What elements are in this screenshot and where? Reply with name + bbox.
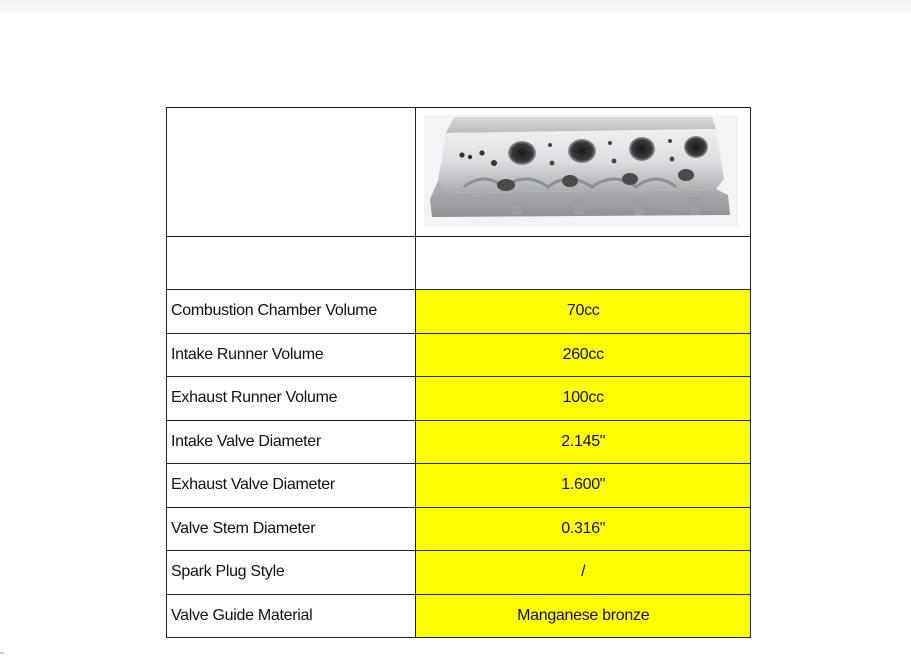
edge-mark: [0, 652, 4, 654]
blank-label-cell: [167, 237, 416, 290]
spec-label: Intake Runner Volume: [167, 333, 416, 377]
spec-row: [167, 290, 751, 334]
spec-row: [167, 464, 751, 508]
spec-row: [167, 551, 751, 595]
spec-label: Exhaust Runner Volume: [167, 377, 416, 421]
spec-label: Valve Guide Material: [167, 594, 416, 638]
spec-value: 100cc: [416, 377, 751, 421]
spec-row: [167, 377, 751, 421]
spec-value: 0.316": [416, 507, 751, 551]
spec-label: Combustion Chamber Volume: [167, 290, 416, 334]
spec-label: Exhaust Valve Diameter: [167, 464, 416, 508]
spec-value: /: [416, 551, 751, 595]
spec-row: [167, 507, 751, 551]
top-bar: [0, 0, 911, 14]
spec-label: Intake Valve Diameter: [167, 420, 416, 464]
image-cell: [416, 108, 751, 237]
spec-label: Spark Plug Style: [167, 551, 416, 595]
blank-row: [167, 237, 751, 290]
blank-value-cell: [416, 237, 751, 290]
spec-row: [167, 594, 751, 638]
spec-value: 2.145": [416, 420, 751, 464]
spec-value: 70cc: [416, 290, 751, 334]
spec-value: 260cc: [416, 333, 751, 377]
image-row: [167, 108, 751, 237]
image-label-cell: [167, 108, 416, 237]
spec-value: Manganese bronze: [416, 594, 751, 638]
cylinder-head-photo: [424, 115, 738, 226]
spec-value: 1.600": [416, 464, 751, 508]
spec-table: [166, 107, 751, 638]
spec-row: [167, 420, 751, 464]
spec-label: Valve Stem Diameter: [167, 507, 416, 551]
spec-row: [167, 333, 751, 377]
